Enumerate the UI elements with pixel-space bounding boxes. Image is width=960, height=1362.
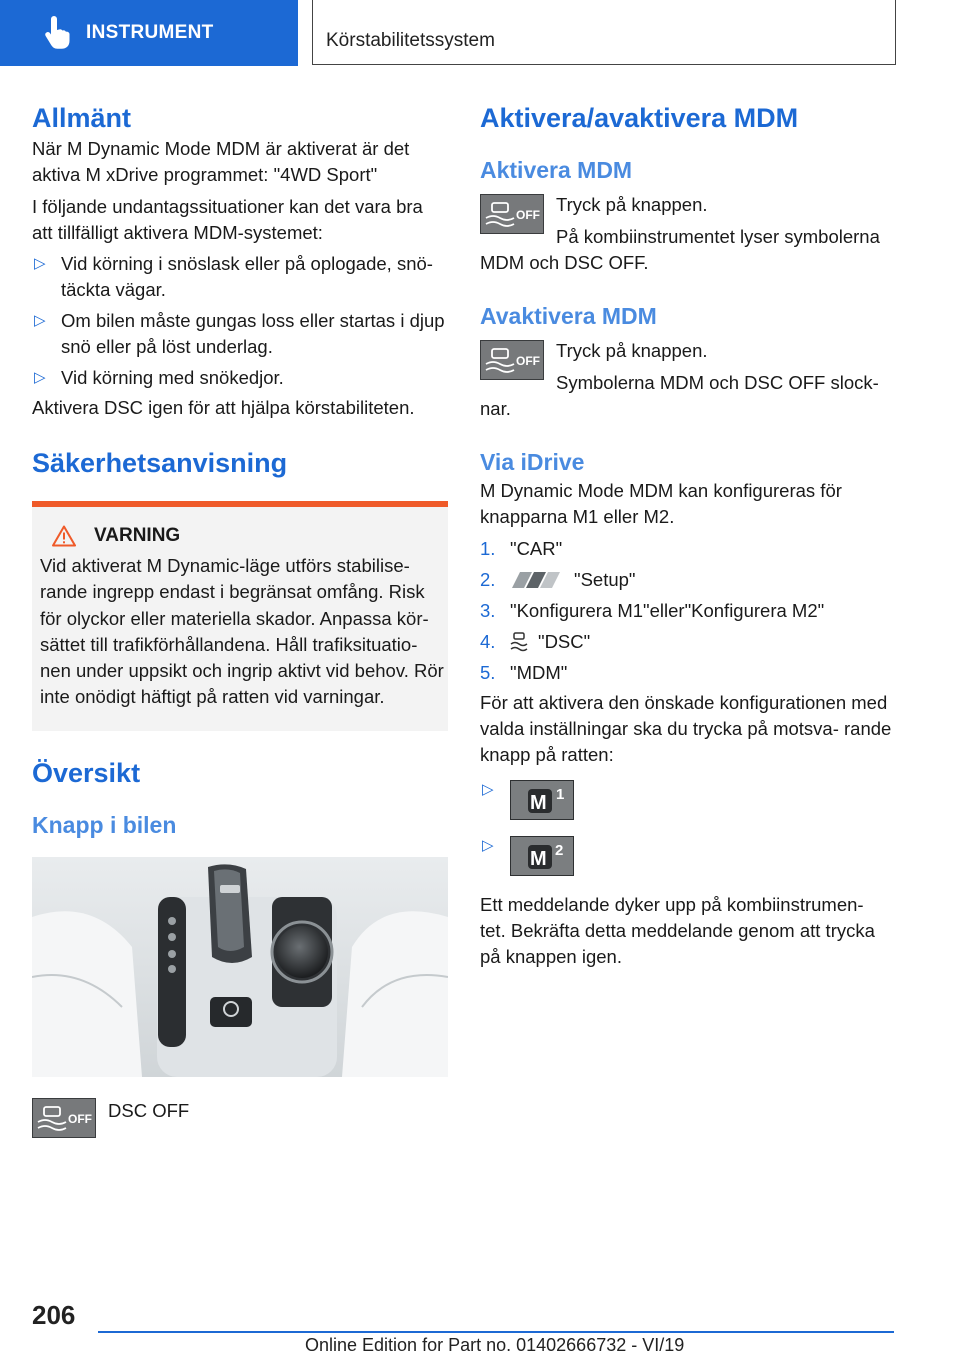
left-column — [32, 100, 448, 1138]
allmant-paragraph-2: I följande undantagssituationer kan det vara bra att tillfälligt aktivera MDM-systemet: — [32, 196, 423, 243]
m2-button-row — [480, 836, 894, 880]
step-item: 5. "MDM" — [480, 662, 568, 683]
aktivera-block — [480, 192, 894, 276]
triangle-bullet-icon: ▷ — [34, 255, 46, 272]
right-column — [480, 100, 894, 970]
step-item: 4. "DSC" — [480, 631, 591, 652]
section-label: INSTRUMENT — [86, 22, 214, 43]
svg-text:OFF: OFF — [516, 208, 540, 222]
avaktivera-block — [480, 338, 894, 422]
section-tab[interactable] — [0, 0, 298, 66]
center-console-photo — [32, 857, 448, 1077]
heading-allmant: Allmänt — [32, 103, 132, 133]
svg-text:2: 2 — [555, 842, 564, 859]
aktivera-line-2: På kombiinstrumentet lyser symbolerna MDM och DSC OFF. — [480, 226, 880, 273]
list-item: ▷ Vid körning i snöslask eller på oplogade, snö- täckta vägar. — [34, 253, 433, 300]
warning-triangle-icon — [52, 525, 76, 547]
triangle-bullet-icon: ▷ — [482, 837, 494, 854]
step-item: 2. "Setup" — [480, 569, 636, 590]
heading-via-idrive: Via iDrive — [480, 449, 585, 475]
heading-sakerhet: Säkerhetsanvisning — [32, 448, 288, 478]
heading-oversikt: Översikt — [32, 757, 141, 788]
aktivera-line-1: Tryck på knappen. — [556, 194, 708, 215]
step-item: 3. "Konfigurera M1"eller"Konfigurera M2" — [480, 600, 825, 621]
warning-text: Vid aktiverat M Dynamic-läge utförs stabilise- rande ingrepp endast i begränsat omfång. Risk för olyckor eller materiella skador. Anpassa kör- sättet till trafikförhållandena. Håll trafiksituatio- nen under uppsikt och ingrip aktivt vid behov. Rör inte onödigt häftigt på ratten vid varningar. — [40, 555, 444, 708]
triangle-bullet-icon: ▷ — [34, 312, 46, 329]
topic-tab[interactable] — [312, 0, 896, 65]
hand-pointer-icon — [38, 15, 74, 51]
svg-text:1: 1 — [556, 786, 565, 803]
svg-text:M: M — [530, 792, 547, 814]
avaktivera-line-1: Tryck på knappen. — [556, 340, 708, 361]
step-item: 1. "CAR" — [480, 538, 563, 559]
list-item: ▷ Vid körning med snökedjor. — [32, 365, 448, 391]
footer-divider — [98, 1331, 894, 1333]
heading-knapp-i-bilen: Knapp i bilen — [32, 811, 177, 838]
idrive-steps — [480, 536, 894, 686]
idrive-paragraph-2: Ett meddelande dyker upp på kombiinstrumen- tet. Bekräfta detta meddelande genom att trycka på knappen igen. — [480, 894, 875, 967]
heading-aktivera-mdm: Aktivera MDM — [480, 157, 633, 183]
warning-box — [32, 507, 448, 731]
list-item: ▷ Om bilen måste gungas loss eller startas i djup snö eller på löst underlag. — [34, 310, 445, 357]
svg-text:OFF: OFF — [516, 354, 540, 368]
idrive-intro: M Dynamic Mode MDM kan konfigureras för knapparna M1 eller M2. — [480, 480, 842, 527]
triangle-bullet-icon: ▷ — [34, 369, 46, 386]
page-header — [0, 0, 960, 66]
m2-button-icon[interactable] — [510, 836, 574, 876]
heading-avaktivera-mdm: Avaktivera MDM — [480, 303, 657, 329]
avaktivera-line-2: Symbolerna MDM och DSC OFF slock- nar. — [480, 372, 879, 419]
warning-title: VARNING — [94, 525, 181, 546]
page-number: 206 — [32, 1300, 76, 1330]
topic-label: Körstabilitetssystem — [326, 30, 495, 51]
m1-button-icon[interactable] — [510, 780, 574, 820]
allmant-paragraph-1: När M Dynamic Mode MDM är aktiverat är det aktiva M xDrive programmet: "4WD Sport" — [32, 138, 410, 185]
dsc-off-label: DSC OFF — [108, 1099, 190, 1121]
dsc-off-button-icon — [480, 340, 544, 380]
dsc-off-button-icon — [480, 194, 544, 234]
triangle-bullet-icon: ▷ — [482, 781, 494, 798]
m1-button-row — [480, 780, 894, 824]
m-stripes-icon — [510, 572, 562, 588]
svg-text:OFF: OFF — [68, 1111, 92, 1126]
idrive-paragraph-1: För att aktivera den önskade konfigurationen med valda inställningar ska du trycka på motsva- rande knapp på ratten: — [480, 692, 892, 765]
footer-edition: Online Edition for Part no. 01402666732 - VI/19 — [305, 1335, 685, 1355]
dsc-off-legend — [32, 1098, 448, 1138]
situation-list — [32, 251, 448, 391]
dsc-car-icon — [510, 632, 528, 652]
heading-aktivera-avaktivera: Aktivera/avaktivera MDM — [480, 103, 799, 133]
dsc-off-button-icon — [32, 1098, 96, 1138]
svg-text:M: M — [530, 848, 547, 870]
allmant-paragraph-3: Aktivera DSC igen för att hjälpa körstabiliteten. — [32, 397, 415, 418]
